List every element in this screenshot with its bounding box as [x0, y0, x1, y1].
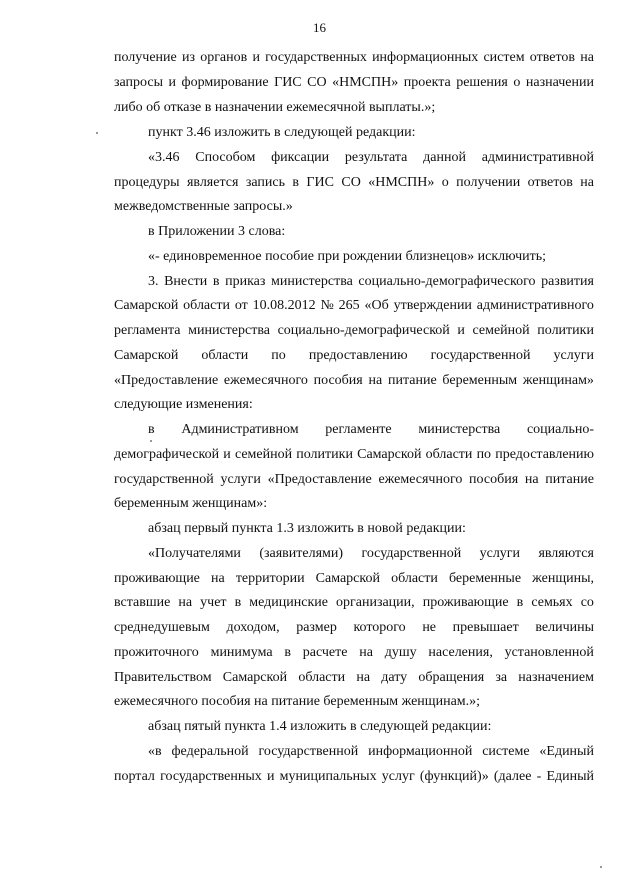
- text-line: «3.46 Способом фиксации результата данной административной: [148, 150, 594, 165]
- text-line: «Предоставление ежемесячного пособия на питание беременным женщинам»: [114, 373, 594, 388]
- page-number: 16: [313, 20, 326, 35]
- text-line: получение из органов и государственных информационных систем ответов на: [114, 50, 594, 65]
- text-line: межведомственные запросы.»: [114, 199, 293, 214]
- text-line: прожиточного минимума в расчете на душу населения, установленной: [114, 645, 594, 660]
- text-line: Самарской области от 10.08.2012 № 265 «Об утверждении административного: [114, 298, 594, 313]
- text-line: запросы и формирование ГИС СО «НМСПН» проекта решения о назначении: [114, 75, 594, 90]
- text-line: следующие изменения:: [114, 397, 253, 412]
- text-line: вставшие на учет в медицинские организации, проживающие в семьях со: [114, 595, 594, 610]
- text-line: портал государственных и муниципальных услуг (функций)» (далее - Единый: [114, 769, 594, 784]
- text-line: беременным женщинам»:: [114, 496, 268, 511]
- text-line: 3. Внести в приказ министерства социально-демографического развития: [148, 274, 594, 289]
- text-line: абзац пятый пункта 1.4 изложить в следующей редакции:: [148, 719, 492, 734]
- text-line: ежемесячного пособия на питание беременным женщинам.»;: [114, 694, 481, 709]
- text-line: в Административном регламенте министерства социально-: [148, 422, 594, 437]
- text-line: регламента министерства социально-демографической и семейной политики: [114, 323, 594, 338]
- scan-speck: [96, 132, 98, 134]
- text-line: «Получателями (заявителями) государственной услуги являются: [148, 546, 594, 561]
- scan-speck: [150, 440, 152, 442]
- text-line: государственной услуги «Предоставление ежемесячного пособия на питание: [114, 472, 594, 487]
- text-line: демографической и семейной политики Самарской области по предоставлению: [114, 447, 594, 462]
- text-line: Самарской области по предоставлению государственной услуги: [114, 348, 594, 363]
- text-line: «в федеральной государственной информационной системе «Единый: [148, 744, 594, 759]
- text-line: «- единовременное пособие при рождении близнецов» исключить;: [148, 249, 547, 264]
- text-line: среднедушевым доходом, размер которого не превышает величины: [114, 620, 594, 635]
- scan-speck: [600, 866, 602, 868]
- text-line: в Приложении 3 слова:: [148, 224, 286, 239]
- text-line: Правительством Самарской области на дату обращения за назначением: [114, 670, 594, 685]
- text-line: либо об отказе в назначении ежемесячной выплаты.»;: [114, 100, 436, 115]
- text-line: пункт 3.46 изложить в следующей редакции:: [148, 125, 416, 140]
- text-line: абзац первый пункта 1.3 изложить в новой редакции:: [148, 521, 466, 536]
- text-line: процедуры является запись в ГИС СО «НМСПН» о получении ответов на: [114, 175, 594, 190]
- text-line: проживающие на территории Самарской области беременные женщины,: [114, 571, 594, 586]
